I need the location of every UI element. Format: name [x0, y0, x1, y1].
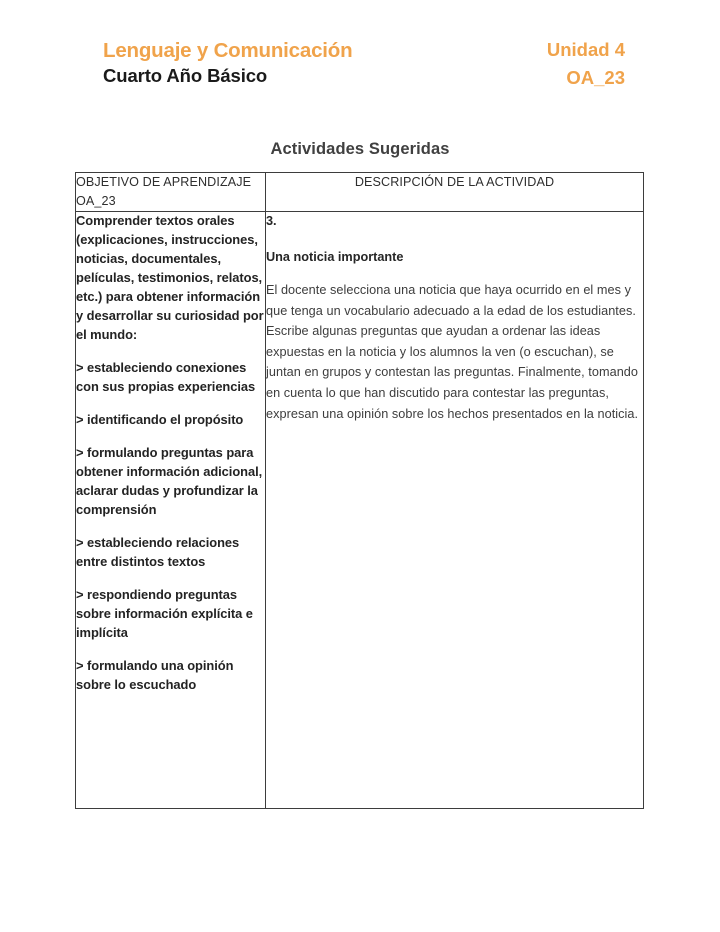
activity-body-text: El docente selecciona una noticia que haya ocurrido en el mes y que tenga un vocabulario adecuado a la edad de los estudiantes. Escribe algunas preguntas que ayudan a ordenar las ideas expuestas en la noticia y los alumnos la ven (o escuchan), se juntan en grupos y contestan las preguntas. Finalmente, tomando en cuenta lo que han discutido para contestar las preguntas, expresan una opinión sobre los hechos presentados en la noticia.: [266, 283, 639, 421]
table-body: [76, 212, 644, 809]
document-header: [103, 38, 625, 91]
objective-bullet-4: > estableciendo relaciones entre distintos textos: [76, 534, 240, 569]
grade-title: Cuarto Año Básico: [103, 65, 268, 87]
objective-bullet-5: > respondiendo preguntas sobre información explícita e implícita: [76, 586, 253, 640]
unit-label: Unidad 4: [546, 39, 625, 60]
activity-number: 3.: [266, 214, 277, 229]
activity-subtitle: Una noticia importante: [266, 249, 404, 264]
objective-intro-text: Comprender textos orales (explicaciones, instrucciones, noticias, documentales, películas, testimonios, relatos, etc.) para obtener información y desarrollar su curiosidad por el mundo:: [76, 213, 264, 343]
description-cell: [266, 212, 644, 809]
column-header-description: DESCRIPCIÓN DE LA ACTIVIDAD: [266, 173, 644, 212]
header-left-group: [103, 38, 352, 89]
objective-cell: [76, 212, 266, 809]
activities-table: [75, 172, 644, 809]
objective-bullet-2: > identificando el propósito: [76, 412, 244, 427]
objective-bullet-3: > formulando preguntas para obtener información adicional, aclarar dudas y profundizar la comprensión: [76, 444, 263, 517]
oa-code-label: OA_23: [566, 67, 625, 89]
header-right-group: [547, 38, 625, 91]
table-header-row-group: [76, 173, 644, 212]
page-title: Actividades Sugeridas: [270, 140, 450, 158]
objective-bullet-6: > formulando una opinión sobre lo escuchado: [76, 657, 234, 692]
objective-bullet-1: > estableciendo conexiones con sus propias experiencias: [76, 360, 256, 395]
table-header-row: [76, 173, 644, 212]
table-row: [76, 212, 644, 809]
subject-title: Lenguaje y Comunicación: [103, 39, 353, 62]
column-header-objective: OBJETIVO DE APRENDIZAJE OA_23: [76, 173, 266, 212]
